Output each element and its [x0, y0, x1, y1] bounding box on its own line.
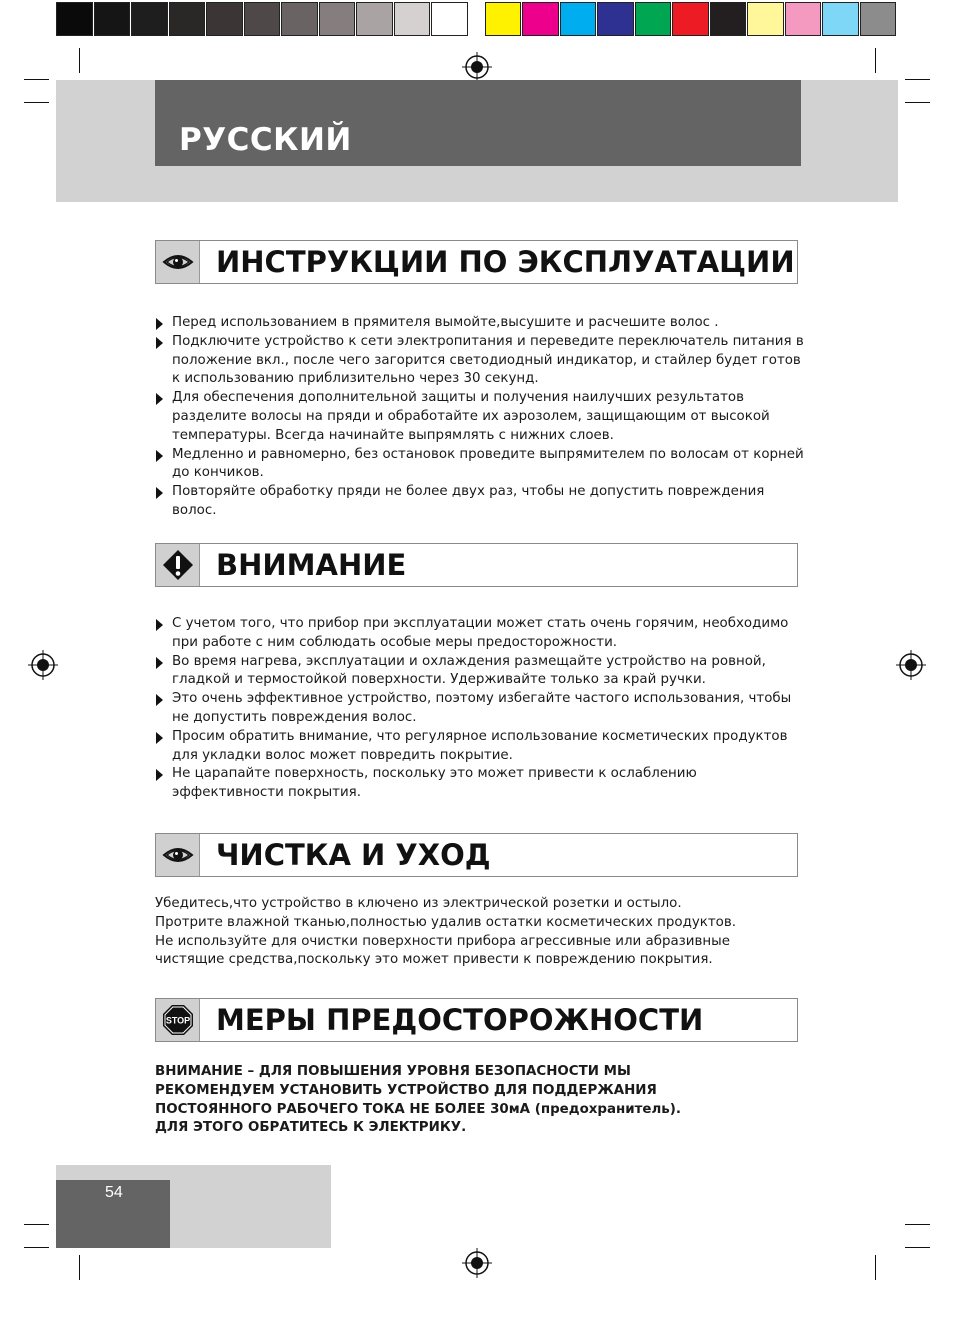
color-swatch — [485, 2, 522, 36]
page-number-box — [56, 1180, 170, 1248]
section-header-cleaning — [155, 833, 798, 877]
section-title: ИНСТРУКЦИИ ПО ЭКСПЛУАТАЦИИ — [216, 245, 795, 279]
bullet-arrow-icon — [156, 337, 163, 349]
crop-mark — [24, 1224, 49, 1225]
warning-line: ВНИМАНИЕ – ДЛЯ ПОВЫШЕНИЯ УРОВНЯ БЕЗОПАСНОСТИ МЫ — [155, 1064, 631, 1079]
bullet-arrow-icon — [156, 657, 163, 669]
section-header-precautions — [155, 998, 798, 1042]
color-swatch — [822, 2, 859, 36]
color-swatch — [672, 2, 709, 36]
list-item — [155, 333, 805, 389]
language-header — [155, 80, 801, 166]
list-item — [155, 615, 805, 653]
crop-mark — [79, 48, 80, 73]
color-swatch — [169, 2, 206, 36]
warning-line: РЕКОМЕНДУЕМ УСТАНОВИТЬ УСТРОЙСТВО ДЛЯ ПОДДЕРЖАНИЯ — [155, 1082, 657, 1098]
list-item-text: Просим обратить внимание, что регулярное использование косметических продуктов для укладки волос может повредить покрытие. — [172, 728, 788, 763]
attention-list — [155, 615, 805, 803]
section-title: ЧИСТКА И УХОД — [216, 838, 491, 872]
list-item-text: Медленно и равномерно, без остановок проведите выпрямителем по волосам от корней до кончиков. — [172, 446, 804, 481]
color-swatch — [394, 2, 431, 36]
crop-mark — [875, 1255, 876, 1280]
color-swatch — [710, 2, 747, 36]
warning-line: ДЛЯ ЭТОГО ОБРАТИТЕСЬ К ЭЛЕКТРИКУ. — [155, 1120, 467, 1136]
crop-mark — [24, 79, 49, 80]
registration-mark-icon — [896, 650, 926, 680]
list-item-text: Во время нагрева, эксплуатации и охлаждения размещайте устройство на ровной, гладкой и термостойкой поверхности. Удерживайте только за край ручки. — [172, 653, 766, 688]
stop-sign-icon — [156, 999, 200, 1041]
list-item-text: Для обеспечения дополнительной защиты и получения наилучших результатов разделите волосы на пряди и обработайте их аэрозолем, защищающим от высокой температуры. Всегда начинайте выпрямлять с нижних слоев. — [172, 390, 770, 443]
color-swatch — [94, 2, 131, 36]
color-swatch — [206, 2, 243, 36]
crop-mark — [875, 48, 876, 73]
registration-mark-icon — [462, 52, 492, 82]
crop-mark — [905, 79, 930, 80]
list-item — [155, 483, 805, 521]
paragraph-line: Протрите влажной тканью,полностью удалив остатки косметических продуктов. — [155, 914, 737, 930]
bullet-arrow-icon — [156, 732, 163, 744]
crop-mark — [905, 102, 930, 103]
stop-sign-text: STOP — [165, 1015, 191, 1026]
list-item-text: С учетом того, что прибор при эксплуатации может стать очень горячим, необходимо при работе с ним соблюдать особые меры предосторожности. — [172, 616, 789, 650]
list-item — [155, 765, 805, 803]
color-swatch — [747, 2, 784, 36]
cleaning-text — [155, 895, 805, 970]
list-item-text: Подключите устройство к сети электропитания и переведите переключатель питания в положение вкл., после чего загорится светодиодный индикатор, и стайлер будет готов к использованию приблизительно через 30 секунд. — [172, 333, 804, 387]
paragraph-line: Не используйте для очистки поверхности прибора агрессивные или абразивные — [155, 933, 730, 949]
paragraph-line: чистящие средства,поскольку это может привести к повреждению покрытия. — [155, 952, 713, 968]
list-item-text: Повторяйте обработку пряди не более двух раз, чтобы не допустить повреждения волос. — [172, 484, 765, 518]
list-item — [155, 446, 805, 484]
language-title: РУССКИЙ — [179, 122, 352, 158]
list-item-text: Это очень эффективное устройство, поэтому избегайте частого использования, чтобы не допустить повреждения волос. — [172, 691, 792, 725]
color-swatch — [560, 2, 597, 36]
color-swatch — [785, 2, 822, 36]
crop-mark — [79, 1255, 80, 1280]
crop-mark — [905, 1247, 930, 1248]
printer-color-bar — [56, 0, 898, 38]
bullet-arrow-icon — [156, 318, 163, 330]
crop-mark — [905, 1224, 930, 1225]
bullet-arrow-icon — [156, 450, 163, 462]
list-item-text: Перед использованием в прямителя вымойте,высушите и расчешите волос . — [172, 315, 719, 330]
bullet-arrow-icon — [156, 769, 163, 781]
registration-mark-icon — [28, 650, 58, 680]
color-swatch — [131, 2, 168, 36]
color-swatch — [281, 2, 318, 36]
color-swatch — [319, 2, 356, 36]
crop-mark — [24, 1247, 49, 1248]
list-item — [155, 728, 805, 766]
list-item — [155, 653, 805, 691]
paragraph-line: Убедитесь,что устройство в ключено из электрической розетки и остыло. — [155, 896, 682, 911]
section-title: МЕРЫ ПРЕДОСТОРОЖНОСТИ — [216, 1003, 704, 1037]
color-swatch — [356, 2, 393, 36]
section-header-attention — [155, 543, 798, 587]
eye-icon — [156, 241, 200, 283]
section-title: ВНИМАНИЕ — [216, 548, 407, 582]
color-swatch — [597, 2, 634, 36]
color-swatch — [244, 2, 281, 36]
bullet-arrow-icon — [156, 694, 163, 706]
bullet-arrow-icon — [156, 619, 163, 631]
warning-line: ПОСТОЯННОГО РАБОЧЕГО ТОКА НЕ БОЛЕЕ 30мА (предохранитель). — [155, 1101, 681, 1117]
list-item — [155, 690, 805, 728]
bullet-arrow-icon — [156, 393, 163, 405]
safety-warning-text — [155, 1063, 805, 1138]
crop-mark — [24, 102, 49, 103]
instructions-list — [155, 314, 805, 521]
list-item — [155, 389, 805, 445]
color-swatch — [635, 2, 672, 36]
warning-icon — [156, 544, 200, 586]
bullet-arrow-icon — [156, 487, 163, 499]
color-swatch — [431, 2, 468, 36]
eye-icon — [156, 834, 200, 876]
list-item-text: Не царапайте поверхность, поскольку это может привести к ослаблению эффективности покрытия. — [172, 766, 697, 801]
list-item — [155, 314, 805, 333]
color-swatch — [522, 2, 559, 36]
color-swatch — [860, 2, 897, 36]
color-swatch — [56, 2, 93, 36]
registration-mark-icon — [462, 1248, 492, 1278]
page-number: 54 — [105, 1184, 123, 1201]
section-header-instructions — [155, 240, 798, 284]
